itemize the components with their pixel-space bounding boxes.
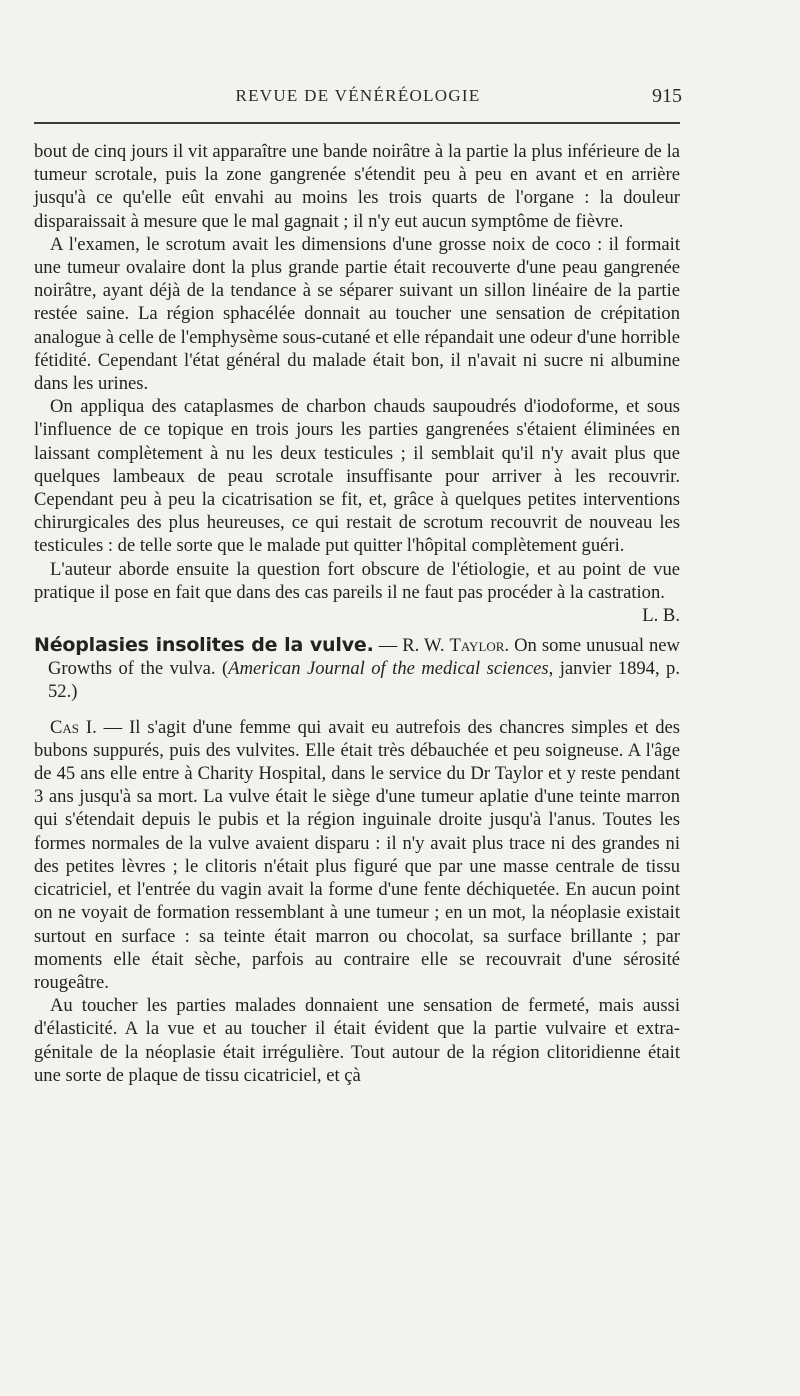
paragraph-conclusion [34,558,680,627]
paragraph-continued: bout de cinq jours il vit apparaître une bande noirâtre à la partie la plus inférieure de la tumeur scrotale, puis la zone gangrenée s'étendit peu à peu en avant et en arrière jusqu'à ce qu'elle eût envahi au moins les trois quarts de l'organe : la douleur disparaissait à mesure que le mal gagnait ; il n'y eut aucun symptôme de fièvre. [34,141,680,232]
header-rule [34,122,680,124]
heading-lead: Néoplasies insolites de la vulve. [34,634,374,657]
running-title: REVUE DE VÉNÉRÉOLOGIE [235,86,481,105]
heading-gap [34,704,680,716]
running-head [34,86,682,110]
heading-dash: — R. W. [373,635,450,657]
signature: L. B. [642,605,680,627]
heading-citation: , janvier 1894, p. 52.) [48,658,681,703]
case-label: Cas I. [50,716,97,738]
heading-title: . On some unusual new Growths of the vulva. ( [48,635,680,680]
page-body [34,140,680,1087]
heading-author: Taylor [449,635,505,657]
heading-journal: American Journal of the medical sciences [228,658,549,680]
paragraph-cas-1 [34,716,680,994]
section-gap [34,604,680,634]
paragraph-treatment: On appliqua des cataplasmes de charbon chauds saupoudrés d'iodoforme, et sous l'influence de ce topique en trois jours les parties gangrenées s'étaient éliminées en laissant complètement à nu les deux testicules ; il semblait qu'il n'y avait plus que quelques lambeaux de peau scrotale insuffisante pour arriver à les recouvrir. Cependant peu à peu la cicatrisation se fit, et, grâce à quelques petites interventions chirurgicales des plus heureuses, ce qui restait de scrotum recouvrit de nouveau les testicules : de telle sorte que le malade put quitter l'hôpital complètement guéri. [34,396,680,557]
conclusion-text: L'auteur aborde ensuite la question fort obscure de l'étiologie, et au point de vue pratique il pose en fait que dans des cas pareils il ne faut pas procéder à la castration. [34,558,680,603]
case-text: — Il s'agit d'une femme qui avait eu autrefois des chancres simples et des bubons suppurés, puis des vulvites. Elle était très débauchée et peu soigneuse. A l'âge de 45 ans elle entre à Charity Hospital, dans le service du Dr Taylor et y reste pendant 3 ans jusqu'à sa mort. La vulve était le siège d'une tumeur aplatie d'une teinte marron qui s'étendait depuis le pubis et la région inguinale droite jusqu'à l'anus. Toutes les formes normales de la vulve avaient disparu : il n'y avait plus trace ni des grandes ni des petites lèvres ; le clitoris n'était plus figuré que par une masse centrale de tissu cicatriciel, et l'entrée du vagin avait la forme d'une fente déchiquetée. En aucun point on ne voyait de formation ressemblant à une tumeur ; en un mot, la néoplasie existait surtout en surface : sa teinte était marron ou chocolat, sa surface brillante ; par moments elle était sèche, parfois au contraire elle se recouvrait d'une sérosité rougeâtre. [34,716,680,993]
section-heading [34,634,680,704]
paragraph-examen: A l'examen, le scrotum avait les dimensions d'une grosse noix de coco : il formait une tumeur ovalaire dont la plus grande partie était recouverte d'une peau gangrenée noirâtre, ayant déjà de la tendance à se séparer suivant un sillon linéaire de la partie restée saine. La région sphacélée donnait au toucher une sensation de crépitation analogue à celle de l'emphysème sous-cutané et elle répandait une odeur d'une horrible fétidité. Cependant l'état général du malade était bon, il n'avait ni sucre ni albumine dans les urines. [34,233,680,395]
page-number: 915 [652,85,682,107]
paragraph-toucher: Au toucher les parties malades donnaient une sensation de fermeté, mais aussi d'élasticité. A la vue et au toucher il était évident que la partie vulvaire et extra-génitale de la néoplasie était irrégulière. Tout autour de la région clitoridienne était une sorte de plaque de tissu cicatriciel, et çà [34,995,680,1086]
